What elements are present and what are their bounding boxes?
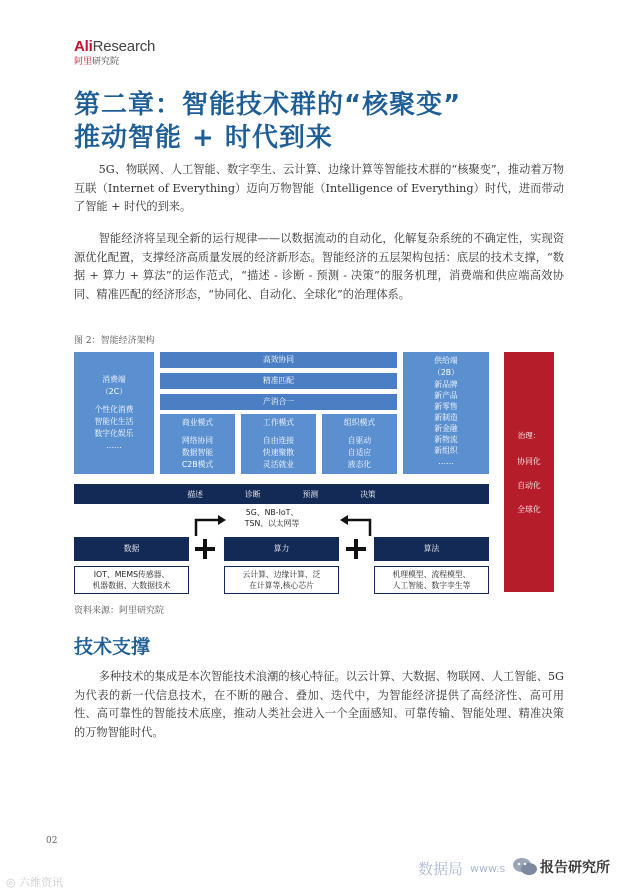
network-label: 5G、NB-IoT、 TSN、以太网等: [244, 508, 300, 528]
governance-block: 治理： 协同化 自动化 全球化: [504, 352, 554, 592]
chapter-title-line1: 第二章：智能技术群的“核聚变”: [74, 90, 462, 120]
tech-support-paragraph: 多种技术的集成是本次智能技术浪潮的核心特征。以云计算、大数据、物联网、人工智能、5G 为代表的新一代信息技术，在不断的融合、叠加、迭代中，为智能经济提供了高经济性、高可用性、高可靠性的智能技术底座，推动人类社会进入一个全面感知、可靠传输、智能处理、精准决策的万物智能时代。: [74, 670, 564, 739]
pillar-algorithm-detail: 机理模型、流程模型、 人工智能、数字孪生等: [374, 566, 489, 594]
consumer-item: 个性化消费: [94, 405, 134, 414]
business-mode-block: 商业模式 网络协同 数据智能 C2B模式: [160, 414, 235, 474]
supply-block: 供给端 （2B） 新品牌 新产品 新零售 新制造 新金融 新物流 新组织 ……: [403, 352, 489, 474]
figure-source: 资料来源：阿里研究院: [74, 606, 165, 616]
wechat-icon: [512, 856, 538, 878]
org-mode-block: 组织模式 自驱动 自适应 液态化: [322, 414, 397, 474]
pillar-compute-detail: 云计算、边缘计算、泛 在计算等,核心芯片: [224, 566, 339, 594]
service-step: 诊断: [244, 489, 261, 499]
pillar-algorithm: 算法: [374, 537, 489, 561]
pillar-data-detail: IOT、MEMS传感器、 机器数据、大数据技术: [74, 566, 189, 594]
consumer-block: [74, 352, 154, 474]
center-bar: 高效协同: [160, 352, 397, 368]
plus-icon: [344, 539, 368, 559]
work-mode-block: 工作模式 自由连接 快速聚散 灵活就业: [241, 414, 316, 474]
exchange-arrow-icon: [336, 510, 376, 540]
architecture-paragraph: 智能经济将呈现全新的运行规律——以数据流动的自动化，化解复杂系统的不确定性，实现资源优化配置，支撑经济高质量发展的经济新形态。智能经济的五层架构包括：底层的技术支撑，“数据 + 算力 + 算法”的运作范式，“描述 - 诊断 - 预测 - 决策”的服务机理，消费端和供应端高效协同、精准匹配的经济形态，“协同化、自动化、全球化”的治理体系。: [74, 232, 564, 301]
plus-icon: [193, 539, 217, 559]
service-step: 决策: [360, 489, 376, 499]
exchange-arrow-icon: [190, 510, 230, 540]
weibo-icon: ◎: [6, 876, 16, 889]
watermark-mid: 数据局: [418, 860, 464, 878]
pillar-data: 数据: [74, 537, 189, 561]
consumer-item: 数字化娱乐: [94, 429, 134, 438]
chapter-title-line2: 推动智能 + 时代到来: [74, 123, 333, 153]
service-chain-bar: [74, 484, 489, 504]
service-step: 预测: [302, 489, 319, 499]
watermark-left: ◎ 六维资讯: [6, 876, 64, 889]
center-bar: 精准匹配: [160, 373, 397, 389]
pillar-compute: 算力: [224, 537, 339, 561]
consumer-sub: （2C）: [101, 387, 127, 396]
center-bar: 产消合一: [160, 394, 397, 410]
watermark-url: www.s: [470, 862, 506, 875]
watermark-right: 报告研究所: [540, 860, 610, 876]
section-heading: 技术支撑: [74, 636, 151, 658]
intro-paragraph: 5G、物联网、人工智能、数字孪生、云计算、边缘计算等智能技术群的“核聚变”，推动着万物互联（Internet of Everything）迈向万物智能（Intelligence of Everything）时代，进而带动了智能 + 时代的到来。: [74, 163, 564, 213]
consumer-item: ……: [106, 441, 122, 450]
consumer-item: 智能化生活: [94, 417, 134, 426]
page-number: 02: [46, 836, 58, 846]
figure-caption: 图 2：智能经济架构: [74, 336, 155, 346]
service-step: 描述: [187, 489, 203, 499]
consumer-title: 消费端: [102, 375, 126, 384]
alibaba-research-logo: AliResearch: [74, 38, 156, 55]
alibaba-research-logo-cn: 阿里研究院: [74, 57, 120, 67]
